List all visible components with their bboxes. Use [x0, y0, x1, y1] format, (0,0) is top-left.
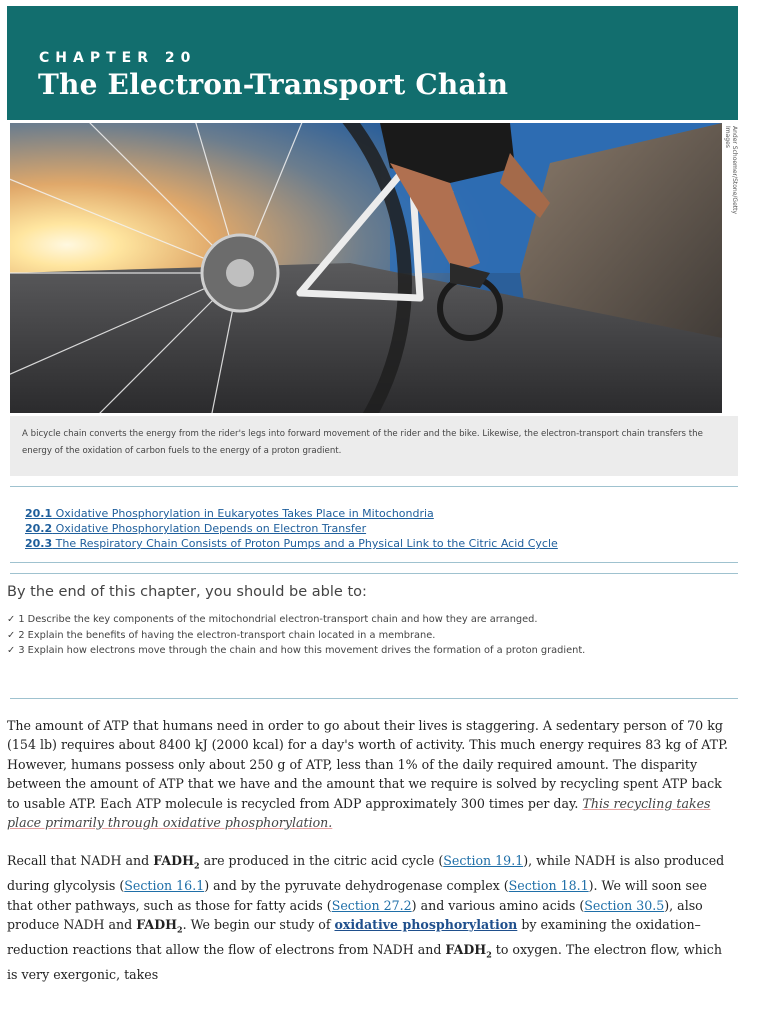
divider	[10, 698, 738, 699]
chapter-title: The Electron-Transport Chain	[38, 68, 509, 101]
oxidative-phosphorylation-term-link[interactable]: oxidative phosphorylation	[334, 917, 518, 933]
hero-image-bicycle	[10, 123, 722, 413]
paragraph: The amount of ATP that humans need in order to go about their lives is staggering. A sedentary person of 70 kg (154 lb) requires about 8400 kJ (2000 kcal) for a day's worth of activity. This much energy requires 83 kg of ATP. However, humans possess only about 250 g of ATP, less than 1% of the daily required amount. The disparity between the amount of ATP that we have and the amount that we require is solved by recycling spent ATP back to usable ATP. Each ATP molecule is recycled from ADP approximately 300 times per day. This recycling takes place primarily through oxidative phosphorylation.	[7, 718, 728, 831]
section-link-20-2[interactable]: 20.2 Oxidative Phosphorylation Depends on Electron Transfer	[25, 522, 367, 535]
body-text	[7, 716, 731, 1003]
page	[7, 6, 738, 983]
divider	[10, 486, 738, 487]
section-16-1-link[interactable]: Section 16.1	[124, 878, 205, 894]
paragraph: Recall that NADH and $FADH_2$ are produced in the citric acid cycle (Section 19.1), while NADH is also produced during glycolysis (Section 16.1) and by the pyruvate dehydrogenase complex (Section 18.1). We will soon see that other pathways, such as those for fatty acids (Section 27.2) and various amino acids (Section 30.5), also produce NADH and $FADH_2$. We begin our study of oxidative phosphorylation by examining the oxidation–reduction reactions that allow the flow of electrons from NADH and $FADH_2$ to oxygen. The electron flow, which is very exergonic, takes	[7, 853, 725, 983]
section-links	[25, 506, 558, 551]
chapter-header	[7, 6, 738, 120]
learning-objectives	[7, 612, 727, 659]
section-18-1-link[interactable]: Section 18.1	[508, 878, 589, 894]
objective-item: ✓ 2 Explain the benefits of having the electron-transport chain located in a membrane.	[7, 629, 436, 641]
bicycle-photo	[10, 123, 722, 413]
chapter-label: CHAPTER 20	[39, 50, 197, 66]
figure-caption: A bicycle chain converts the energy from the rider's legs into forward movement of the rider and the bike. Likewise, the electron-transport chain transfers the energy of the oxidation of carbon fuels to the energy of a proton gradient.	[22, 429, 703, 456]
section-link-20-1[interactable]: 20.1 Oxidative Phosphorylation in Eukaryotes Takes Place in Mitochondria	[25, 507, 434, 520]
divider	[10, 573, 738, 574]
section-19-1-link[interactable]: Section 19.1	[443, 853, 524, 869]
section-27-2-link[interactable]: Section 27.2	[331, 897, 412, 913]
section-link-20-3[interactable]: 20.3 The Respiratory Chain Consists of Proton Pumps and a Physical Link to the Citric Acid Cycle	[25, 537, 558, 550]
objectives-heading: By the end of this chapter, you should be able to:	[7, 584, 367, 600]
photo-credit: Ander Schoemer/Stone/Getty Images	[724, 126, 738, 215]
section-30-5-link[interactable]: Section 30.5	[584, 897, 665, 913]
divider	[10, 562, 738, 563]
highlighted-sentence: This recycling takes place primarily through oxidative phosphorylation.	[7, 795, 711, 831]
figure-caption-box	[10, 416, 738, 476]
objective-item: ✓ 1 Describe the key components of the mitochondrial electron-transport chain and how they are arranged.	[7, 614, 538, 625]
objective-item: ✓ 3 Explain how electrons move through the chain and how this movement drives the formation of a proton gradient.	[7, 645, 586, 656]
